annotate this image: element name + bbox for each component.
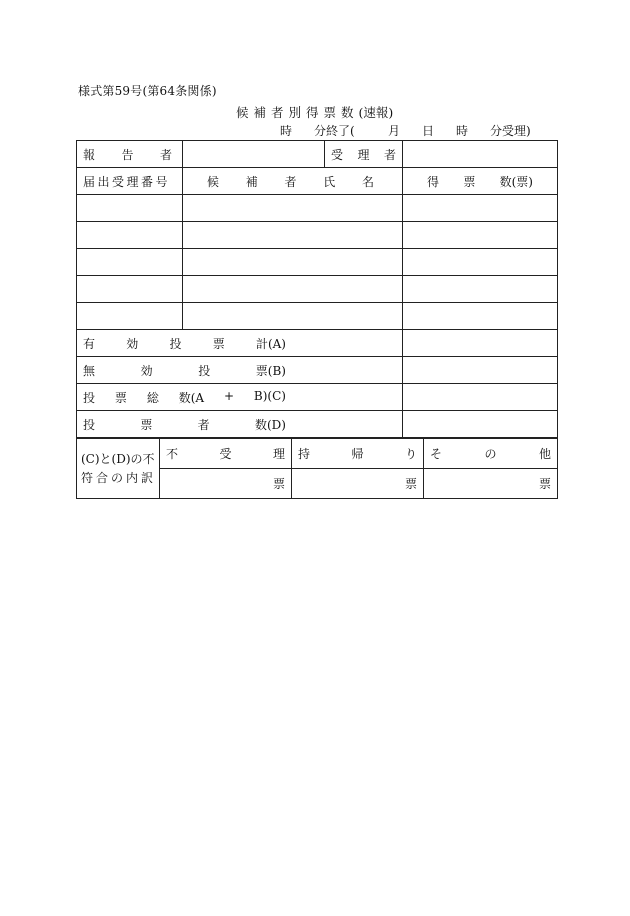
votes-unit: 票 (404, 477, 417, 491)
valid-votes-value[interactable] (403, 330, 558, 357)
candidate-name-cell[interactable] (183, 303, 403, 330)
time-line (280, 122, 531, 139)
time-day-label: 日 (422, 124, 435, 138)
filing-number-cell[interactable] (77, 303, 183, 330)
candidate-row (77, 276, 558, 303)
total-votes-label: 投 票 総 数(A + B)(C) (77, 384, 403, 411)
candidate-name-cell[interactable] (183, 276, 403, 303)
candidate-row (77, 249, 558, 276)
filing-number-header: 届出受理番号 (77, 168, 183, 195)
receiver-field[interactable] (403, 141, 558, 168)
filing-number-cell[interactable] (77, 195, 183, 222)
vote-table (76, 140, 558, 438)
invalid-votes-row (77, 357, 558, 384)
candidate-name-cell[interactable] (183, 249, 403, 276)
time-minute-receipt-label: 分受理) (490, 124, 531, 138)
voters-label: 投 票 者 数(D) (77, 411, 403, 438)
filing-number-cell[interactable] (77, 276, 183, 303)
reporter-row (77, 141, 558, 168)
votes-unit: 票 (272, 477, 285, 491)
candidate-name-cell[interactable] (183, 195, 403, 222)
invalid-votes-value[interactable] (403, 357, 558, 384)
total-votes-row (77, 384, 558, 411)
mismatch-label (77, 439, 160, 499)
valid-votes-row (77, 330, 558, 357)
candidate-row (77, 195, 558, 222)
other-value[interactable] (424, 469, 558, 499)
reporter-field[interactable] (183, 141, 325, 168)
filing-number-cell[interactable] (77, 222, 183, 249)
taken-home-header: 持 帰 り (292, 439, 424, 469)
receiver-label: 受 理 者 (325, 141, 403, 168)
invalid-votes-label: 無 効 投 票(B) (77, 357, 403, 384)
candidate-row (77, 303, 558, 330)
mismatch-header-row (77, 439, 558, 469)
time-month-label: 月 (388, 124, 401, 138)
time-minute-end-label: 分終了( (314, 124, 355, 138)
time-hour2-label: 時 (456, 124, 469, 138)
other-header: そ の 他 (424, 439, 558, 469)
title-main: 候補者別得票数 (236, 105, 359, 120)
mismatch-label-line2: 符合の内訳 (81, 470, 157, 485)
time-hour-label: 時 (280, 124, 293, 138)
reporter-label: 報 告 者 (77, 141, 183, 168)
votes-cell[interactable] (403, 249, 558, 276)
total-votes-value[interactable] (403, 384, 558, 411)
votes-header: 得 票 数(票) (403, 168, 558, 195)
candidate-name-cell[interactable] (183, 222, 403, 249)
taken-home-value[interactable] (292, 469, 424, 499)
votes-cell[interactable] (403, 195, 558, 222)
votes-cell[interactable] (403, 222, 558, 249)
candidate-row (77, 222, 558, 249)
votes-unit: 票 (538, 477, 551, 491)
voters-row (77, 411, 558, 438)
title-suffix: (速報) (358, 105, 394, 120)
not-accepted-value[interactable] (160, 469, 292, 499)
document-title (236, 103, 393, 121)
mismatch-label-line1: (C)と(D)の不 (81, 451, 155, 466)
form-number: 様式第59号(第64条関係) (78, 84, 217, 98)
voters-value[interactable] (403, 411, 558, 438)
not-accepted-header: 不 受 理 (160, 439, 292, 469)
valid-votes-label: 有 効 投 票 計(A) (77, 330, 403, 357)
column-header-row (77, 168, 558, 195)
candidate-name-header: 候 補 者 氏 名 (183, 168, 403, 195)
votes-cell[interactable] (403, 303, 558, 330)
votes-cell[interactable] (403, 276, 558, 303)
mismatch-breakdown-table (76, 438, 558, 499)
filing-number-cell[interactable] (77, 249, 183, 276)
